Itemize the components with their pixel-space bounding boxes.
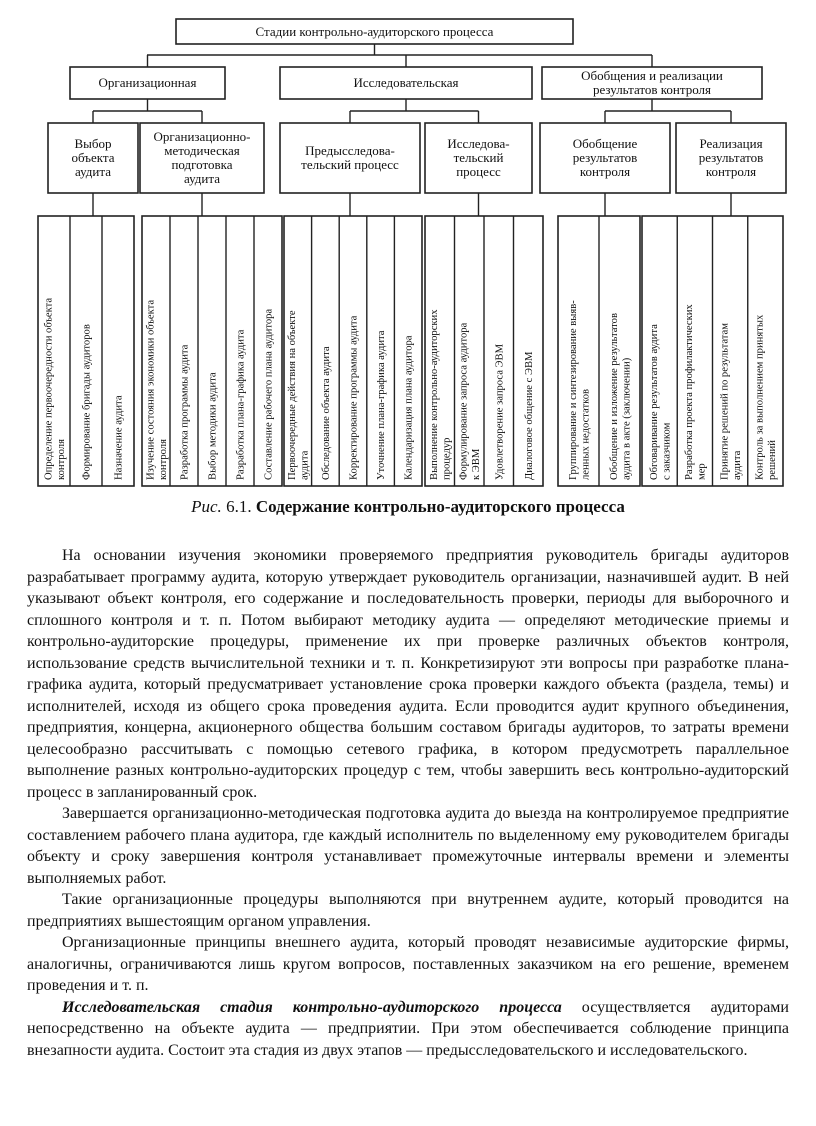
- substage-label: объекта: [71, 149, 115, 165]
- substage-label: Выбор: [74, 135, 112, 151]
- figure-caption: [0, 496, 816, 518]
- detail-item-label: Уточнение плана-графика аудита: [376, 330, 388, 480]
- stage-label: Исследовательская: [353, 74, 459, 90]
- detail-item-label: Контроль за выполнением принятых: [754, 314, 766, 480]
- detail-item-label: Выполнение контрольно-аудиторских: [429, 309, 440, 480]
- detail-item-label: Формулирование запроса аудитора: [458, 322, 470, 480]
- paragraph-body: осуществляется аудиторами непосредственно на объекте аудита — предприятии. При этом обеспечивается соблюдение принципа внезапности аудита. Состоит эта стадия из двух этапов — предысследовательского и исследовательского.: [27, 998, 789, 1059]
- detail-item-label: контроля: [55, 439, 67, 480]
- detail-item-label: Обобщение и изложение результатов: [608, 313, 620, 480]
- paragraph: Такие организационные процедуры выполняются при внутреннем аудите, который проводится на предприятиях вышестоящим органом управления.: [27, 891, 789, 930]
- substage-label: Исследова-: [447, 135, 510, 151]
- body-text: [27, 545, 789, 1061]
- substage-label: тельский процесс: [301, 156, 399, 172]
- stage-label: Обобщения и реализации: [581, 67, 723, 83]
- detail-item-label: Удовлетворение запроса ЭВМ: [494, 343, 506, 480]
- diagram-title: Стадии контрольно-аудиторского процесса: [255, 24, 494, 39]
- substage-label: аудита: [75, 163, 111, 179]
- detail-item-label: Формирование бригады аудиторов: [81, 324, 93, 480]
- substage-label: Организационно-: [153, 128, 251, 144]
- substage-label: методическая: [164, 142, 240, 158]
- detail-item-label: аудита в акте (заключении): [621, 357, 633, 480]
- detail-item-label: мер: [696, 463, 708, 480]
- substage-label: результатов: [572, 149, 638, 165]
- detail-item-label: к ЭВМ: [471, 448, 482, 480]
- substage-label: Обобщение: [572, 135, 638, 151]
- detail-item-label: Составление рабочего плана аудитора: [263, 308, 275, 480]
- detail-item-label: Диалоговое общение с ЭВМ: [523, 351, 535, 480]
- substage-label: Предысследова-: [305, 142, 395, 158]
- stage-label: результатов контроля: [592, 81, 712, 97]
- detail-item-label: Разработка проекта профилактических: [684, 304, 696, 480]
- detail-item-label: с заказчиком: [661, 422, 673, 480]
- substage-label: Реализация: [699, 135, 763, 151]
- detail-item-label: Принятие решений по результатам: [719, 323, 731, 480]
- stage-label: Организационная: [98, 74, 197, 90]
- substage-label: подготовка: [171, 156, 233, 172]
- detail-item-label: аудита: [299, 450, 311, 480]
- detail-item-label: Обговаривание результатов аудита: [648, 324, 660, 480]
- detail-item-label: Обследование объекта аудита: [320, 346, 332, 480]
- detail-item-label: аудита: [731, 450, 743, 480]
- caption-prefix: Рис.: [191, 497, 222, 516]
- substage-label: контроля: [705, 163, 757, 179]
- detail-item-label: Первоочередные действия на объекте: [287, 310, 299, 480]
- detail-item-label: процедур: [441, 437, 453, 480]
- caption-number: 6.1.: [221, 497, 256, 516]
- detail-item-label: Корректирование программы аудита: [348, 315, 360, 480]
- paragraph: Организационные принципы внешнего аудита, который проводят независимые аудиторские фирмы, аналогичны, ограничиваются лишь кругом вопросов, поставленных заказчиком на его решение, временем проведения и т. п.: [27, 934, 789, 994]
- paragraph-lead: Исследовательская стадия контрольно-аудиторского процесса: [62, 998, 562, 1016]
- substage-label: тельский: [453, 149, 504, 165]
- caption-title: Содержание контрольно-аудиторского процесса: [255, 497, 625, 516]
- detail-item-label: контроля: [157, 439, 169, 480]
- detail-item-label: Разработка программы аудита: [179, 344, 191, 480]
- substage-label: аудита: [184, 170, 220, 186]
- detail-item-label: ленных недостатков: [580, 389, 592, 480]
- detail-item-label: Группирование и синтезирование выяв-: [567, 300, 579, 480]
- process-diagram: [0, 0, 816, 496]
- detail-item-label: Выбор методики аудита: [207, 372, 219, 480]
- detail-item-label: решений: [767, 440, 779, 480]
- paragraph: [27, 997, 789, 1062]
- detail-item-label: Разработка плана-графика аудита: [235, 329, 247, 480]
- paragraph: Завершается организационно-методическая подготовка аудита до выезда на контролируемое предприятие составлением рабочего плана аудитора, где каждый исполнитель по выделенному ему руководителем бригады объекту и сроку завершения контроля устанавливает промежуточные интервалы времени и элементы выполняемых работ.: [27, 805, 789, 887]
- paragraph: На основании изучения экономики проверяемого предприятия руководитель бригады аудиторов разрабатывает программу аудита, которую утверждает руководитель организации, назначившей аудит. В ней указывают объект контроля, его содержание и последовательность проверки, периоды для выборочного и сплошного контроля и т. п. Потом выбирают методику аудита — определяют методические приемы и контрольно-аудиторские процедуры, применение их при проверке различных объектов контроля, использование средств вычислительной техники и т. п. Конкретизируют эти вопросы при разработке плана-графика аудита, который предусматривает установление срока проверки каждого объекта (раздела, темы) и исполнителей, исходя из общего срока проведения аудита. Если проводится аудит крупного объединения, предприятия, концерна, акционерного общества большим составом бригады аудиторов, то затраты времени целесообразно рассчитывать с помощью сетевого графика, в котором предусмотреть параллельное выполнение разных контрольно-аудиторских процедур с тем, чтобы завершить весь контрольно-аудиторский процесс в запланированный срок.: [27, 547, 789, 801]
- detail-item-label: Календаризация плана аудитора: [403, 335, 415, 480]
- detail-item-label: Определение первоочередности объекта: [43, 297, 55, 480]
- detail-item-label: Изучение состояния экономики объекта: [145, 299, 157, 480]
- substage-label: процесс: [456, 163, 501, 179]
- detail-item-label: Назначение аудита: [113, 395, 125, 480]
- substage-label: контроля: [579, 163, 631, 179]
- substage-label: результатов: [698, 149, 764, 165]
